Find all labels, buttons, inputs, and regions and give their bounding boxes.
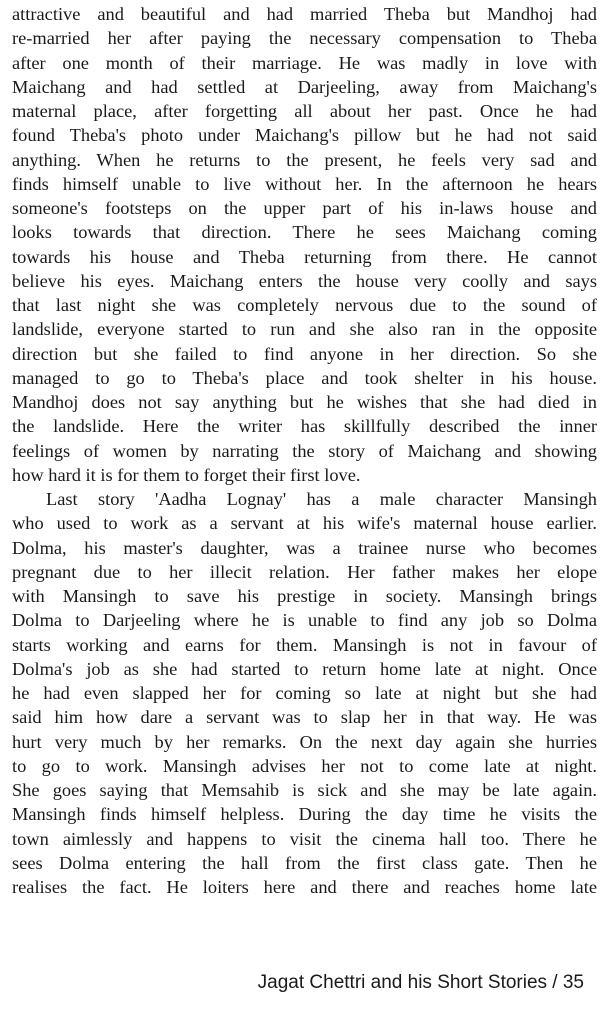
text-line: with Mansingh to save his prestige in society. Mansingh brings (12, 586, 597, 606)
text-line: feelings of women by narrating the story of Maichang and showing (12, 440, 597, 461)
text-line: managed to go to Theba's place and took shelter in his house. (12, 367, 597, 388)
text-line: after one month of their marriage. He was madly in love with (12, 52, 597, 73)
text-line: he had even slapped her for coming so late at night but she had (12, 683, 597, 703)
text-line: starts working and earns for them. Mansingh is not in favour of (12, 634, 597, 655)
text-line: maternal place, after forgetting all about her past. Once he had (12, 101, 597, 121)
text-line: finds himself unable to live without her. In the afternoon he hears (12, 173, 597, 194)
text-line: sees Dolma entering the hall from the first class gate. Then he (12, 852, 597, 873)
text-line: attractive and beautiful and had married Theba but Mandhoj had (12, 4, 597, 24)
text-line: found Theba's photo under Maichang's pillow but he had not said (12, 125, 597, 146)
text-line: town aimlessly and happens to visit the cinema hall too. There he (12, 828, 597, 849)
running-footer: Jagat Chettri and his Short Stories / 35 (257, 972, 584, 993)
text-line: pregnant due to her illecit relation. Her father makes her elope (12, 561, 597, 582)
text-line: the landslide. Here the writer has skillfully described the inner (12, 416, 597, 437)
text-line: Mansingh finds himself helpless. During the day time he visits the (12, 804, 597, 825)
text-line: Dolma, his master's daughter, was a trainee nurse who becomes (12, 537, 597, 558)
text-line: who used to work as a servant at his wife's maternal house earlier. (12, 513, 597, 534)
text-line: anything. When he returns to the present, he feels very sad and (12, 149, 597, 170)
text-line: landslide, everyone started to run and she also ran in the opposite (12, 319, 597, 340)
text-line: said him how dare a servant was to slap her in that way. He was (12, 707, 597, 728)
text-line: hurt very much by her remarks. On the next day again she hurries (12, 731, 597, 752)
text-line: direction but she failed to find anyone in her direction. So she (12, 343, 597, 364)
text-line: that last night she was completely nervous due to the sound of (12, 295, 597, 315)
text-line: realises the fact. He loiters here and there and reaches home late (12, 877, 597, 897)
text-line: looks towards that direction. There he sees Maichang coming (12, 222, 597, 243)
text-line: Dolma to Darjeeling where he is unable to find any job so Dolma (12, 610, 597, 631)
text-line: Dolma's job as she had started to return home late at night. Once (12, 658, 597, 679)
paragraph-end-line: how hard it is for them to forget their first love. (12, 464, 361, 485)
text-line: believe his eyes. Maichang enters the house very coolly and says (12, 270, 597, 291)
text-line: Maichang and had settled at Darjeeling, away from Maichang's (12, 76, 597, 97)
text-line: She goes saying that Memsahib is sick and she may be late again. (12, 780, 597, 800)
text-line: Mandhoj does not say anything but he wishes that she had died in (12, 392, 597, 412)
text-line: to go to work. Mansingh advises her not to come late at night. (12, 755, 597, 776)
text-line: towards his house and Theba returning from there. He cannot (12, 246, 597, 267)
body-text (12, 2, 597, 899)
text-line: re-married her after paying the necessary compensation to Theba (12, 28, 597, 49)
paragraph-start-line: Last story 'Aadha Lognay' has a male character Mansingh (46, 489, 597, 509)
text-line: someone's footsteps on the upper part of his in-laws house and (12, 198, 597, 218)
